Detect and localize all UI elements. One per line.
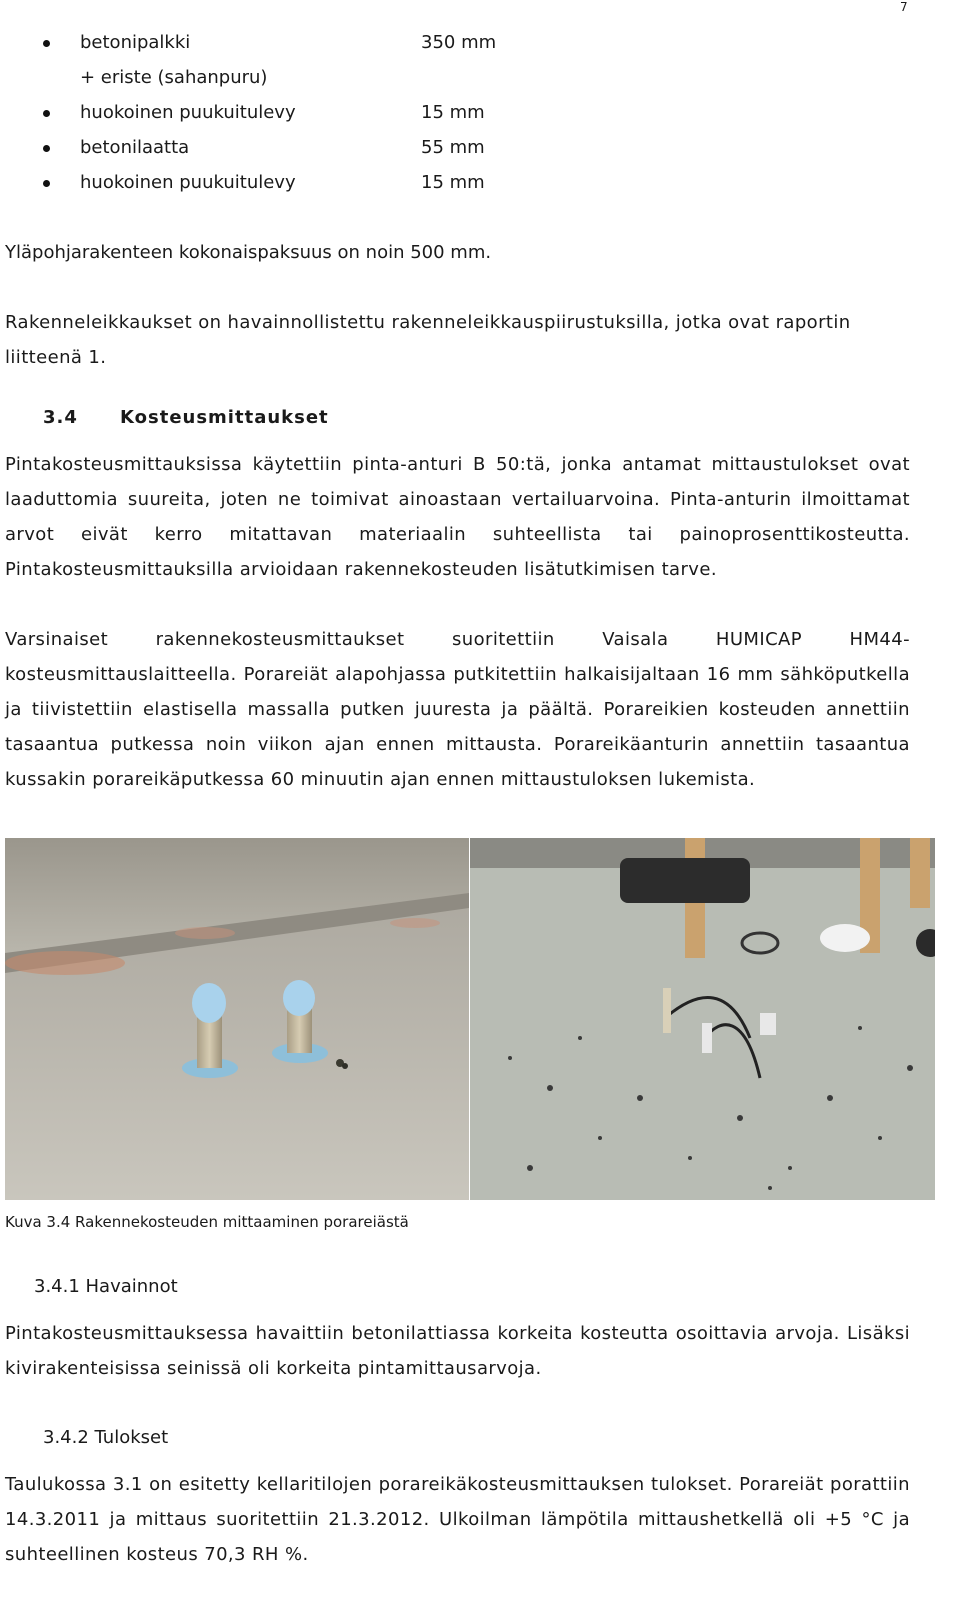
paragraph-text: Pintakosteusmittauksissa käytettiin pinta-anturi B 50:tä, jonka antamat mittaustulokset ovat laaduttomia suureita, joten ne toimivat ainoastaan vertailuarvoina. Pinta-anturin ilmoittamat arvot eivät kerro mitattavan materiaalin suhteellista tai painoprosenttikosteutta. Pintakosteusmittauksilla arvioidaan rakennekosteuden lisätutkimisen tarve.	[5, 454, 910, 580]
subsection-heading-observations: 3.4.1 Havainnot	[34, 1276, 178, 1297]
photo-measurement-sensors	[470, 838, 935, 1200]
layer-thickness: 55 mm	[421, 137, 485, 158]
page-number: 7	[900, 0, 908, 14]
subsection-heading-results: 3.4.2 Tulokset	[43, 1427, 169, 1448]
layer-name: huokoinen puukuitulevy	[80, 102, 296, 123]
paragraph-text: Varsinaiset rakennekosteusmittaukset suoritettiin Vaisala HUMICAP HM44-kosteusmittauslaitteella. Porareiät alapohjassa putkitettiin halkaisijaltaan 16 mm sähköputkella ja tiivistettiin elastisella massalla putken juuresta ja päältä. Porareikien kosteuden annettiin tasaantua putkessa noin viikon ajan ennen mittausta. Porareikäanturin annettiin tasaantua kussakin porareikäputkessa 60 minuutin ajan ennen mittaustuloksen lukemista.	[5, 629, 910, 790]
layer-name: betonipalkki	[80, 32, 191, 53]
paragraph-results	[5, 1467, 910, 1572]
layer-note: + eriste (sahanpuru)	[80, 67, 268, 88]
bullet-icon	[43, 110, 50, 117]
section-title: Kosteusmittaukset	[120, 407, 329, 428]
layer-name: betonilaatta	[80, 137, 190, 158]
section-number: 3.4	[43, 407, 78, 428]
bullet-icon	[43, 180, 50, 187]
paragraph-observations	[5, 1316, 910, 1386]
layer-thickness: 350 mm	[421, 32, 497, 53]
total-thickness-text: Yläpohjarakenteen kokonaispaksuus on noin 500 mm.	[5, 242, 492, 263]
bullet-icon	[43, 40, 50, 47]
paragraph-surface-moisture	[5, 447, 910, 587]
photo-drill-holes	[5, 838, 469, 1200]
bullet-icon	[43, 145, 50, 152]
layer-thickness: 15 mm	[421, 102, 485, 123]
drawings-note	[5, 305, 910, 375]
figure-caption: Kuva 3.4 Rakennekosteuden mittaaminen porareiästä	[5, 1213, 409, 1231]
paragraph-text: Pintakosteusmittauksessa havaittiin betonilattiassa korkeita kosteutta osoittavia arvoja. Lisäksi kivirakenteisissa seinissä oli korkeita pintamittausarvoja.	[5, 1323, 910, 1379]
layer-thickness: 15 mm	[421, 172, 485, 193]
paragraph-structural-moisture	[5, 622, 910, 797]
drawings-note-text: Rakenneleikkaukset on havainnollistettu rakenneleikkauspiirustuksilla, jotka ovat raportin liitteenä 1.	[5, 312, 851, 368]
layer-name: huokoinen puukuitulevy	[80, 172, 296, 193]
paragraph-text: Taulukossa 3.1 on esitetty kellaritilojen porareikäkosteusmittauksen tulokset. Porareiät porattiin 14.3.2011 ja mittaus suoritettiin 21.3.2012. Ulkoilman lämpötila mittaushetkellä oli +5 °C ja suhteellinen kosteus 70,3 RH %.	[5, 1474, 910, 1565]
